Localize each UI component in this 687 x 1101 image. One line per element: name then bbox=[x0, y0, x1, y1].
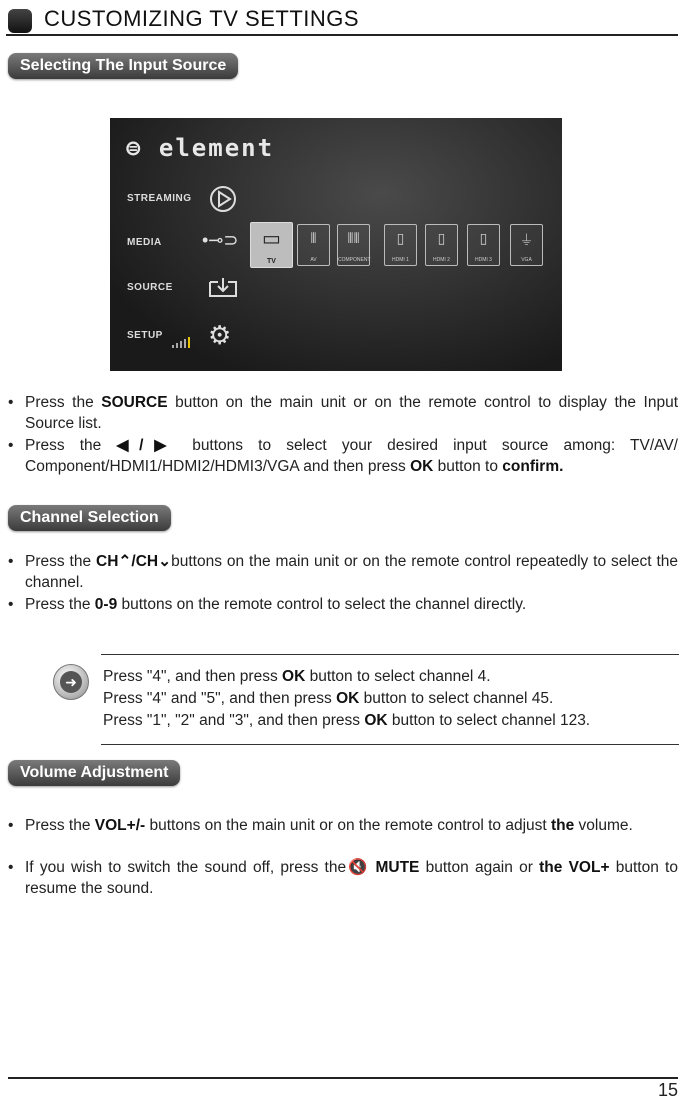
note-line-3: Press "1", "2" and "3", and then press OK button to select channel 123. bbox=[103, 712, 591, 729]
note-line-2: Press "4" and "5", and then press OK button to select channel 45. bbox=[103, 690, 554, 707]
hdmi-icon: ▯ bbox=[396, 230, 405, 246]
source-tile-hdmi2[interactable]: ▯ HDMI 2 bbox=[425, 224, 458, 266]
note-line-1: Press "4", and then press OK button to select channel 4. bbox=[103, 668, 491, 685]
chevron-up-icon: ⌃ bbox=[118, 553, 132, 570]
source-tile-tv[interactable]: ▭ TV bbox=[250, 222, 293, 268]
source-tile-av[interactable]: ⦀ AV bbox=[297, 224, 330, 266]
tv-menu-screenshot bbox=[110, 118, 562, 371]
tv-icon: ▭ bbox=[262, 228, 281, 250]
source-tile-hdmi3[interactable]: ▯ HDMI 3 bbox=[467, 224, 500, 266]
footer-rule bbox=[8, 1077, 678, 1079]
bullet-dot: • bbox=[8, 817, 14, 834]
source-tile-hdmi1[interactable]: ▯ HDMI 1 bbox=[384, 224, 417, 266]
page-title: CUSTOMIZING TV SETTINGS bbox=[44, 6, 360, 31]
page-number: 15 bbox=[657, 1080, 678, 1100]
bullet-source-1: • Press the SOURCE button on the main unit or on the remote control to display the Input Source list. bbox=[8, 394, 678, 432]
section-volume-adjustment: Volume Adjustment bbox=[8, 760, 180, 786]
bullet-channel-1: • Press the CH⌃/CH⌄buttons on the main unit or on the remote control repeatedly to select the channel. bbox=[8, 553, 678, 591]
title-square-icon bbox=[8, 9, 32, 33]
av-jack-icon: ⦀ bbox=[310, 230, 317, 246]
source-tile-component[interactable]: ⦀⦀ COMPONENT bbox=[337, 224, 370, 266]
bullet-volume-1: • Press the VOL+/- buttons on the main unit or on the remote control to adjust the volume. bbox=[8, 817, 633, 834]
hdmi-icon: ▯ bbox=[479, 230, 488, 246]
source-tile-vga[interactable]: ⏚ VGA bbox=[510, 224, 543, 266]
bullet-volume-2: • If you wish to switch the sound off, press the🔇 MUTE button again or the VOL+ button to resume the sound. bbox=[8, 859, 678, 897]
menu-source: SOURCE bbox=[127, 282, 173, 293]
note-bottom-rule bbox=[101, 744, 679, 745]
vga-icon: ⏚ bbox=[519, 232, 534, 248]
menu-setup: SETUP bbox=[127, 330, 163, 341]
bullet-source-2: • Press the ◀/▶ buttons to select your desired input source among: TV/AV/ Component/HDMI1/HDMI2/HDMI3/VGA and then press OK button to confirm. bbox=[8, 437, 678, 475]
menu-media: MEDIA bbox=[127, 237, 162, 248]
usb-icon: •⊸⊃ bbox=[202, 230, 239, 250]
chevron-down-icon: ⌄ bbox=[158, 553, 172, 570]
component-jack-icon: ⦀⦀ bbox=[347, 230, 360, 246]
bullet-dot: • bbox=[8, 437, 14, 454]
element-logo: ⊜ element bbox=[126, 134, 275, 162]
note-top-rule bbox=[101, 654, 679, 655]
mute-icon: 🔇 bbox=[346, 859, 370, 876]
bullet-dot: • bbox=[8, 859, 14, 876]
gear-icon: ⚙ bbox=[208, 320, 232, 350]
play-icon bbox=[208, 184, 238, 220]
menu-streaming: STREAMING bbox=[127, 193, 192, 204]
hdmi-icon: ▯ bbox=[437, 230, 446, 246]
section-channel-selection: Channel Selection bbox=[8, 505, 171, 531]
source-icon bbox=[208, 276, 238, 304]
bullet-dot: • bbox=[8, 394, 14, 411]
bullet-channel-2: • Press the 0-9 buttons on the remote control to select the channel directly. bbox=[8, 596, 527, 613]
section-input-source: Selecting The Input Source bbox=[8, 53, 238, 79]
left-right-arrow-icon: ◀/▶ bbox=[116, 437, 178, 454]
bullet-dot: • bbox=[8, 596, 14, 613]
title-bar bbox=[6, 6, 678, 36]
bullet-dot: • bbox=[8, 553, 14, 570]
note-arrow-icon: ➜ bbox=[53, 664, 89, 700]
